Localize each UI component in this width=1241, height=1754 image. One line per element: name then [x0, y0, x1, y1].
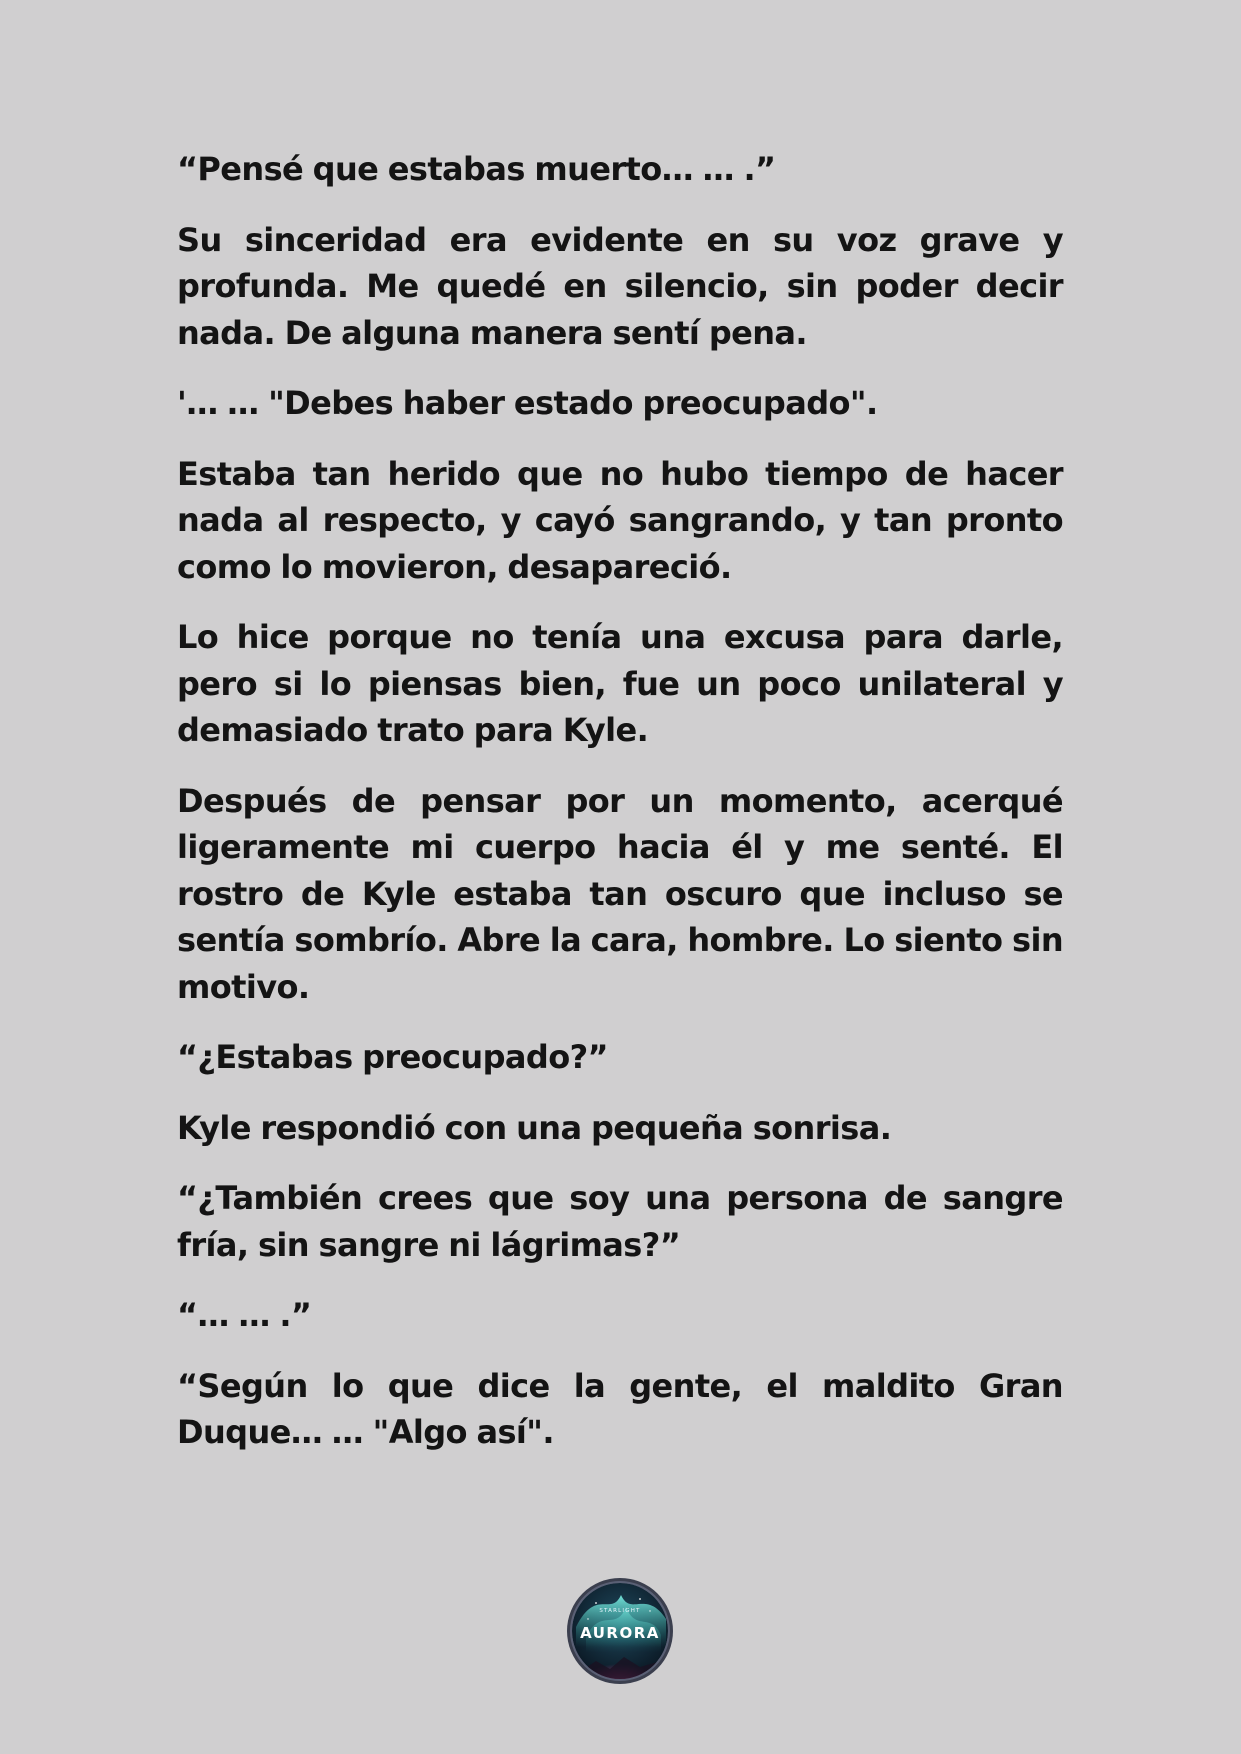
logo-star: [639, 1598, 641, 1600]
logo-main-text: AURORA: [580, 1624, 660, 1642]
paragraph: Su sinceridad era evidente en su voz grave y profunda. Me quedé en silencio, sin poder decir nada. De alguna manera sentí pena.: [177, 220, 1063, 352]
paragraph: “Pensé que estabas muerto… … .”: [177, 150, 776, 188]
paragraph: “¿También crees que soy una persona de sangre fría, sin sangre ni lágrimas?”: [177, 1179, 1063, 1264]
paragraph: “… … .”: [177, 1296, 312, 1334]
logo-top-text: STARLIGHT: [599, 1608, 641, 1614]
aurora-logo: [566, 1577, 674, 1685]
paragraph: Kyle respondió con una pequeña sonrisa.: [177, 1108, 892, 1147]
paragraph: “Según lo que dice la gente, el maldito Gran Duque… … "Algo así".: [177, 1366, 1063, 1451]
paragraph: Después de pensar por un momento, acerqué ligeramente mi cuerpo hacia él y me senté. El rostro de Kyle estaba tan oscuro que incluso se sentía sombrío. Abre la cara, hombre. Lo siento sin motivo.: [177, 781, 1063, 1006]
logo-star: [649, 1610, 650, 1611]
paragraph: Estaba tan herido que no hubo tiempo de hacer nada al respecto, y cayó sangrando, y tan pronto como lo movieron, desapareció.: [177, 454, 1063, 586]
paragraph: “¿Estabas preocupado?”: [177, 1038, 608, 1076]
aurora-logo-graphic: [566, 1577, 674, 1685]
page-text: [177, 146, 1063, 1480]
paragraph: Lo hice porque no tenía una excusa para darle, pero si lo piensas bien, fue un poco unilateral y demasiado trato para Kyle.: [177, 618, 1063, 749]
paragraph: '… … "Debes haber estado preocupado".: [177, 384, 878, 422]
logo-star: [595, 1602, 597, 1604]
logo-star: [587, 1618, 588, 1619]
